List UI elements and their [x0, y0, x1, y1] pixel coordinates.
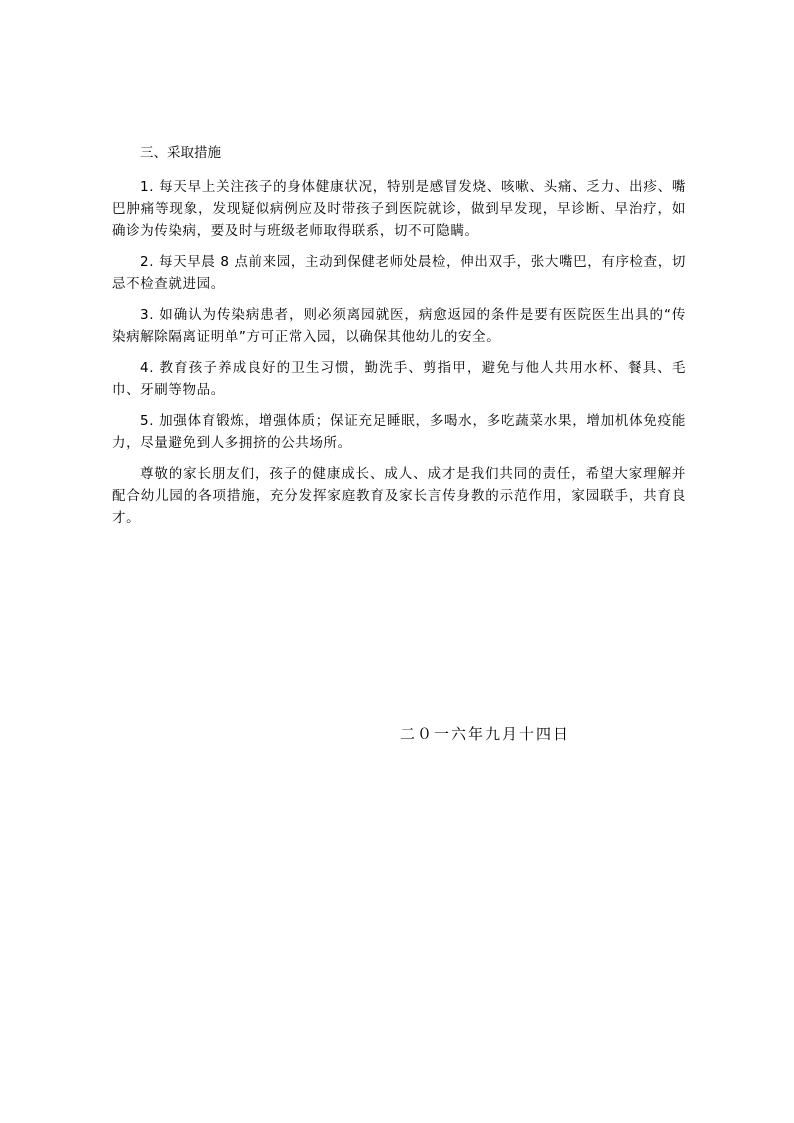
measure-paragraph-1: 1. 每天早上关注孩子的身体健康状况，特别是感冒发烧、咳嗽、头痛、乏力、出疹、嘴巴肿痛等现象，发现疑似病例应及时带孩子到医院就诊，做到早发现，早诊断、早治疗，如确诊为传染病，要及时与班级老师取得联系，切不可隐瞒。: [112, 179, 686, 239]
measure-paragraph-2: 2. 每天早晨 8 点前来园，主动到保健老师处晨检，伸出双手，张大嘴巴，有序检查，切忌不检查就进园。: [112, 254, 686, 292]
section-heading: 三、采取措施: [140, 145, 221, 161]
measure-paragraph-5: 5. 加强体育锻炼，增强体质；保证充足睡眠，多喝水，多吃蔬菜水果，增加机体免疫能力，尽量避免到人多拥挤的公共场所。: [112, 413, 686, 451]
document-body: [112, 140, 686, 538]
measure-paragraph-4: 4. 教育孩子养成良好的卫生习惯，勤洗手、剪指甲，避免与他人共用水杯、餐具、毛巾、牙刷等物品。: [112, 360, 686, 398]
document-date: 二０一六年九月十四日: [400, 725, 571, 743]
measure-paragraph-3: 3. 如确认为传染病患者，则必须离园就医，病愈返园的条件是要有医院医生出具的“传染病解除隔离证明单”方可正常入园，以确保其他幼儿的安全。: [112, 307, 686, 345]
closing-paragraph: 尊敬的家长朋友们，孩子的健康成长、成人、成才是我们共同的责任，希望大家理解并配合幼儿园的各项措施，充分发挥家庭教育及家长言传身教的示范作用，家园联手，共育良才。: [112, 466, 686, 526]
